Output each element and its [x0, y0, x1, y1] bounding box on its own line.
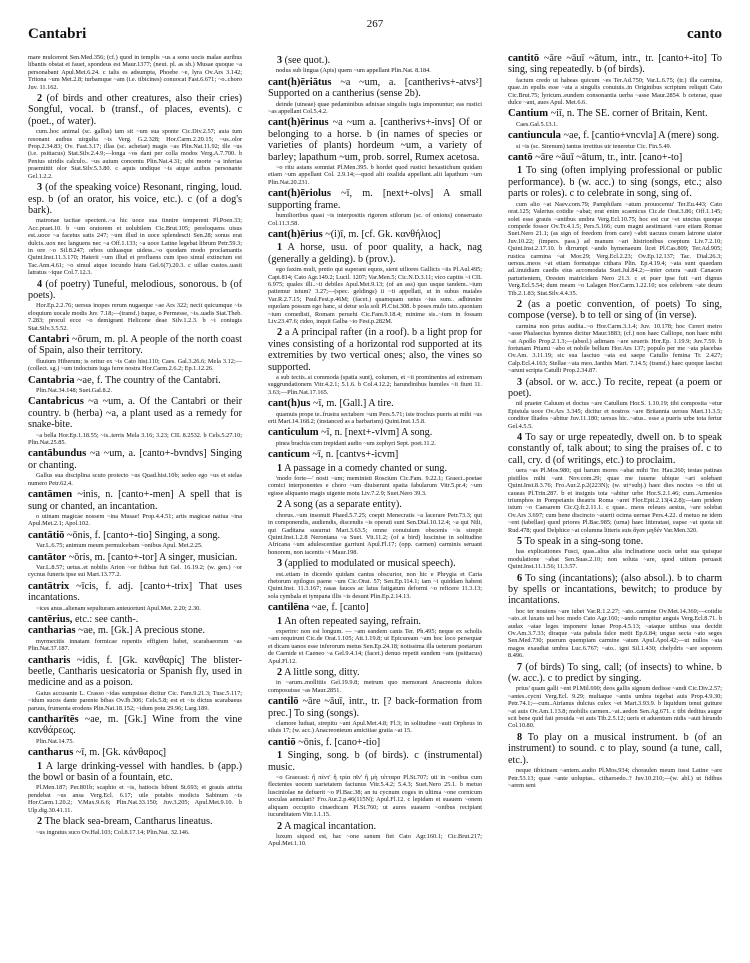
citation-block: mare mulcerent Sen.Med.356; (cf.) quod in templis ~us a sono uocis malae auribus libantis obstat et fauet, spondeus est Maur.1377; (neut. pl. as sb.) Musae quoque ~a personabant Apul.Met.6.24. c talis es adsumpta, Phoebe ~e, lyra Ov.Ars 3.142; Tritona ~um Met.2.8; turbamque ~am (i.e. tibicines) conuocat Fast.6.671; ~o..choro Juv. 11.162. — [28, 54, 242, 91]
definition-text: ~ōris, m. [canto+-tor] A singer, musician. — [66, 551, 238, 563]
definition-text: ~ōnis, f. [canto+-tio] Singing, a song. — [64, 529, 221, 541]
definition-text: ~ae, m. [Gk.] Wine from the vine κανθάρεως. — [28, 714, 242, 737]
definition-text: ~ae, f. The country of the Cantabri. — [74, 374, 221, 386]
citation-block: nil praeter Caluum et doctus ~are Catullum Hor.S. 1.10.19; tibi composita ~etur Epistula uoce Ov.Ars 3.345; dicitur et nostros ~are Britannia uersus Mart.11.3.5; conditor Iliados ~abitur Juv.11.180; uersus hic..~atus.. esse a pueris urbe tota fertur Gel.4.5.5. — [508, 400, 722, 430]
citation-block: Plin.Nat.14.75. — [36, 737, 75, 745]
citation-block: Plin.Nat.34.148; Suet.Gal.8.2. — [36, 387, 112, 395]
dictionary-entry — [28, 655, 242, 689]
dictionary-entry — [28, 448, 242, 471]
citation-block: ~o Graecast: ἢ πέντ' ἢ τρία πῖν' ἢ μὴ τέτταρα Pl.St.707; uti in ~onibus cum flectentes uocem uarietatem faciunus Vitr.5.4.2; 5.4.3; Suet.Nero 25.1. b metuo lusciniolae ne defuerit ~o Pl.Bac.38; an tu cycnum coges in ultima ~one cornicum uoculas aemulari? Fro.Aur.2.p.46(115N); Apul.Fl.12. c lepidam et suauem ~onem aliquam occupito cinaedicam Pl.St.760; ut aures suauem ~onibus recipiant iucunditatem Vitr.1.1.15. — [268, 774, 482, 819]
headword: Cantabria — [28, 374, 75, 386]
sense-definition: 1 Singing, song. b (of birds). c (instrumental) music. — [268, 750, 482, 773]
sense-definition: 2 A song (as a separate entity). — [277, 499, 402, 511]
sense-number: 2 — [277, 820, 283, 832]
column-middle — [268, 53, 482, 958]
sense-definition: 2 (of birds and other creatures, also their cries) Songful, vocal. b (transf., of places, events). c (poet., of water). — [28, 93, 242, 127]
headword: cantharias — [28, 625, 76, 637]
sense-number: 2 — [517, 298, 523, 310]
dictionary-entry — [268, 449, 482, 460]
columns — [28, 53, 722, 958]
citation-block: Hor.Ep.2.2.76; uersus inopes rerum nugaeque ~ae Ars 322; necit quicumque ~is eloquium uocale modis Juv. 7.18;—(transf.) tuque, o Permesse, ~is..uadis Stat.Theb. 7.283; procul ecce ~o demigrant Helicone deae Silv.1.2.3. b ~i coniugis Stat.Silv.3.5.52. — [28, 302, 242, 332]
definition-text: ~āre ~āuī ~ātum, tr., intr. [cano+-to] — [532, 152, 683, 164]
citation-block: ego faxim muli, pretio qui superant equos, sient uiliores Gallicis ~iis Pl.Aul.495; Capt.814; Cato Agr.149.2; Lucil. 1207; Var.Men.5; Cic.N.D.3.11; vico capitis ~i CIL 6.975; quales illi..~ii debiles Apul.Met.9.13; (of an ass) quo usque tandem..~ium patiemur istum? 3.27;—(spec. geldings) ii ~ii appellati, ut in subus maiales Var.R.2.7.15; Paul.Fest.p.46M; (facet.) quamquam uetus ~ius sum.. adhinnire equolam possum ego hanc, si detur sola soli Pl.Cist.308. b poses mulo isto..quoniam ~ium comedisti, Romam peruehi Cic.Fam.9.18.4; minime sis..~ium in fossam Liv.23.47.6; rideo, inquit Galba ~io Fest.p.282M. — [268, 266, 482, 325]
dictionary-entry — [28, 714, 242, 737]
citation-block: uera ~as Pl.Mos.980; qui harum mores ~abat mihi Ter. Hau.260; testas patinas pistillos mihi ~ant Nov.com.29; quae me iuuene ubique ~ari solebant Quint.Inst.8.3.76; Fro.Aur.2.p.2(223N); (w. ut+subj.) haec dies noctes ~o tibi ut caueas Pl.Trin.287. b et insignis tota ~abitur urbe Hor.S.2.1.46; cum..Armenios triumphos in Pompeianis theatris Roma ~aret Flor.Epit.2.13(4.2.8);—iam pridem istum ~o Caesarem Cic.Q.fr.2.11.1. c quae.. meos releues aestus, ~are solebat Ov.Ars 3.697; cum bene discincto ~auerit ocima uernae Pers.4.22. d metuo ne idem ~ent (tabellae) quod priores Pl.Bac.985; (urna) haec litteratast, eapse ~at quoia sit Rud.478; quod Delphice ~at columna litteris suis ἄγαν μηδέν Var.Men.320. — [508, 467, 722, 534]
sense-definition: 2 (as a poetic convention, of poets) To sing, compose (verse). b to tell or sing of (in verse). — [508, 298, 722, 322]
headword: cantērius, — [28, 613, 73, 625]
definition-text: ~ī, m. [Gk. κάνθαρος] — [73, 747, 167, 759]
sense-definition: 3 (of the speaking voice) Resonant, ringing, loud. esp. b (of an orator, his voice, etc.). c (of a dog's bark). — [28, 182, 242, 216]
sense-number: 2 — [277, 499, 283, 511]
sense-number: 2 — [37, 93, 43, 105]
dictionary-entry — [268, 427, 482, 438]
citation-block: experire: non est longum. — ~am eandem canis Ter. Ph.495; neque ex scholis ~am requirunt Cic.de Orat.1.105; Att.1.19.8; ut Epicuream ~am hoc loco persequar et dicam uanos esse inferorum metus Sen.Ep.24.18; notissima illa ueterum poetarum de Caenide et Caeneo ~a Gel.9.4.14; (facet.) denuo repetit eandem ~am (psittacus) Apul.Fl.12. — [268, 627, 482, 665]
dictionary-entry — [508, 152, 722, 163]
sense-definition: 6 To sing (incantations); (also absol.). b to charm by spells or incantations, bewitch; to produce by incantations. — [508, 572, 722, 607]
citation-block: clamore luduat, strepitu ~ant Apul.Met.4.8; Fl.3; in solitudine ~auit Orpheus in siluis 17; (w. acc.) Anacreonteum amicitiae gratia ~at 15. — [268, 720, 482, 735]
citation-block: Gaius accusante L. Crasso ~idas sumpsisse dicitur Cic. Fam.9.21.3; Tusc.5.117; ~idum sucos dante parente bibas Ov.Ib.306; Cels.5.8; est et ~is dictus scarabaeus paruus, frumenta erodens Plin.Nat.18.152; ~idum potu 29.96; Larg.189. — [28, 689, 242, 712]
dictionary-entry — [28, 581, 242, 604]
citation-block: pinea brachia cum trepidant audio ~um zephyri Sept. poet.11.2. — [276, 439, 436, 447]
headword: canticum — [268, 449, 310, 461]
citation-block: quamuis prope te..frustra sectabere ~um Pers.5.71; iste trochus pueris at mihi ~us erit Mart.14.168.2; (instanced as a barbarism) Quint.Inst.1.5.8. — [268, 410, 482, 426]
definition-text: ~ae, f. [cantio+vncvla] A (mere) song. — [560, 130, 720, 142]
headword: cantiō — [268, 736, 296, 748]
headword: cantātiō — [28, 529, 65, 541]
sense-number: 1 — [277, 462, 283, 474]
citation-block: prius' quam galli ~ent Pl.Mil.690; deos gallis signum dedisse ~andi Cic.Div.2.57; ~antes..cycni Verg.Ecl. 9.29; multaque ~antis umbra tegebat auis Prop.4.9.30; Petr.74.1;—cum..Atrianus dulcius culex ~et Mart.3.93.9. b liquidum tenui gutture ~at auis Ov.Am.1.13.8; mobilis carmen..~at..aedon Sen.Ag.671. c tibi deditus augur scit bene quid fati prouida ~et auis Tib.2.5.12; ueris et aduentum nidis ~auit hirundo Col.10.80. — [508, 685, 722, 730]
dictionary-entry — [28, 614, 242, 625]
citation-block: matronae tacitae spectent..~a hic uoce sua tinnire temperent Pl.Poen.33; Acc.praet.10. b ~um oratorem et uolubilem Cic.Brut.105; perelоquens uisus est..uoce ~a facetus satis 247; ~um illud in uoce splendescit Sen.28; sonus erat dulcis..uox nec languens nec ~a Off.1.133; ~a uoce Latine legebat librum Petr.59.3; in ore ~o Sil.8.247; orbos uiduasque uidess..~o quodam modo proclamantis Quint.Inst.11.3.170; Haterii ~um illud et profluens cum ipso simul extinctum est Tac.Ann.4.61; ~o simul atque iocundo hiatu Gel.6(7).20.3. c uillae custos..uasti latratus ~ique Col.7.12.3. — [28, 217, 242, 277]
headword: cant(h)ēriātus — [268, 76, 332, 88]
definition-text: ~(i)ī, m. [cf. Gk. κανθήλιος] — [322, 228, 441, 240]
definition-text: ~āre ~āuī ~ātum, intr., tr. [canto+-ito] To sing, sing repeatedly. b (of birds). — [508, 53, 722, 76]
definition-text: ~ae, m. [Gk.] A precious stone. — [75, 625, 206, 637]
citation-block: hoc ter nouiens ~are iubet Var.R.1.2.27; ~ato..carmine Ov.Met.14.369;—cotidie ~ato..et luxato uel hoc modo Cato Agr.160; ~ando rumpitur anguis Verg.Ecl.8.71. b audax ~atae leges imponere lunae Prop.4.5.13; ~ataque uitibus uua decidit Ov.Am.3.7.33; diraque ~ata pabula falce metit Ep.6.84; ungue secta ~ato seges Sen.Med.730; puerum quempiam carmine ~atum Apul.Apol.42;—ut nullos ~ata magos exaudiat umbra Luc.6.767; ~ato.. igni Sil.1.430; chelydris ~are soporem 8.496. — [508, 607, 722, 660]
dictionary-entry — [268, 398, 482, 409]
citation-block: fluuium Hiberum; is oritur ex ~is Cato hist.110; Caes. Gal.3.26.6; Mela 3.12;—(collect. sg.) ~um indoctum iuga ferre nostra Hor.Carm.2.6.2; Ep.1.12.26. — [28, 357, 242, 373]
definition-text: etc.: see canth-. — [72, 613, 139, 625]
dictionary-entry — [268, 696, 482, 719]
dictionary-entry — [28, 530, 242, 541]
sense-number: 2 — [277, 667, 283, 678]
column-right — [508, 53, 722, 958]
dictionary-entry — [28, 625, 242, 636]
citation-block: humilioribus quasi ~is interpositis rigorem stilorum (sc. of onions) conseruato Col.11.3.58. — [268, 212, 482, 227]
dictionary-entry — [28, 375, 242, 386]
definition-text: ~a ~um, a. [canto+-bvndvs] Singing or chanting. — [28, 448, 242, 471]
dictionary-entry — [268, 117, 482, 163]
headword: Cantabri — [28, 334, 70, 345]
dictionary-entry — [268, 229, 482, 240]
dictionary-entry — [28, 552, 242, 563]
definition-text: ~ī, n. [next+-vlvm] A song. — [318, 427, 433, 439]
citation-block: cum..hoc animal (sc. gallus) tam sit ~um sua sponte Cic.Div.2.57; auia tum resonant auibus uirgulta ~is Verg. G.2.328; Hor.Carm.2.20.15; ~us..olor Prop.2.34.83; Ov. Fast.3.17; illas (sc. achetae) magis ~as Plin.Nat.11.92; ille ~us (i.e. psittacus) Stat.Silv.2.4.9;—longa ~os dant per colla modos Verg.A.7.700. b Penius uiridis calculo.. ~us auium concentu Plin.Nat.4.31; sibi morte ~a inferias praemittit olor Stat.Silv.5.3.80. c aquis undique ~is atque auibus personante Gel.1.2.2. — [28, 128, 242, 180]
citation-block: Var.L.6.75; animum meum permulcebam ~onibus Apul. Met.2.25. — [36, 542, 203, 550]
sense-number: 4 — [37, 278, 43, 290]
citation-block: chorus..~um insonuit Phaed.5.7.25; coepit Menecratis ~a lacerare Petr.73.3; qui in componendis, audiendis, discendis ~is operati sunt Sen.Dial.10.12.4; ~a qui Nili, qui Gaditana susurrat Mart.3.63.5; omne conuiuium obscenis ~is strepit Quint.Inst.1.2.8 Neroniana ~a Suet. Vit.11.2; (of a bird) luscinise in solitudine Africana ~um adulescentiae garriunt Apul.Fl.17; (opp. carmen) carminis seruant honorem, non iacentis ~i Maur.198. — [268, 511, 482, 556]
dictionary-entry — [268, 77, 482, 100]
citation-block: a sub tectis..si commoda (spatia sunt), columen, et ~ii prominentes ad extremam suggrundationem Vitr.4.2.1; 5.1.6. b Col.4.12.2; harundinibus humiles ~ii fiunt 11. 3.63;—Plin.Nat.17.165. — [268, 374, 482, 396]
citation-block: 'modo forte—' nosti ~um; meministi Roscium Cic.Fam. 9.22.1; Graeci..poetae comici interponentes e choro ~um diuiserunt spatia fabularum Vitr.5.pr.4; ~um egisse aliquanto magis uigente motu Liv.7.2.9; Suet.Nero 39.3. — [268, 475, 482, 497]
dictionary-entry — [268, 188, 482, 211]
sense-definition: 2 The black sea-bream, Cantharus lineatus. — [37, 816, 213, 828]
citation-block: deinde (uineae) quae pedaminibus adnixae singulis iugis imponuntur; eas rustici ~as appellant Col.5.4.2. — [268, 100, 482, 116]
definition-text: ~āre ~āuī, intr., tr. [? back-formation from prec.] To sing (songs). — [268, 696, 482, 719]
sense-definition: 1 To sing (often implying professional or public performance). b (w. acc.) to sing (songs, etc.; also parts or roles). c to celebrate in song, sing of. — [508, 165, 722, 200]
headword: cantātor — [28, 551, 67, 563]
dictionary-entry — [28, 489, 242, 512]
left-guide-word: Cantabri — [28, 26, 87, 42]
definition-text: ~a ~um, a. Of the Cantabri or their country. b (herba) ~a, a plant used as a remedy for snake-bite. — [28, 396, 242, 431]
definition-text: ~ī, m. [next+-olvs] A small supporting frame. — [268, 188, 482, 211]
citation-block: Pl.Men.187; Per.801b; scaphio et ~is, batiocis bibunt St.693; et grauis attrita pendebat ~us ansa Verg.Ecl. 6.17; uile potabis modicis Sabinum ~is Hor.Carm.1.20.2; V.Max.9.6.6; Plin.Nat.33.150; Juv.3.205; Apul.Met.9.10. b Ulp.dig.30.41.11. — [28, 784, 242, 814]
sense-definition: 1 A large drinking-vessel with handles. b (app.) the bowl or basin of a fountain, etc. — [28, 760, 242, 784]
citation-block: Var.L.8.57; uetus..et nobilis Arion ~or fidibus fuit Gel. 16.19.2; (w. gen.) ~or cycnus funeris ipse sui Mart.13.77.2. — [28, 563, 242, 579]
headword: cantharus — [28, 747, 74, 759]
sense-number: 1 — [37, 760, 43, 772]
citation-block: neque tibicinam ~antem..audio Pl.Mos.934; choraulen meum iussi Latine ~are Petr.53.13; quae ~ante uoluptas.. citharoedo..? Juv.10.210;—(w. abl.) ut fidibus ~arem seni — [508, 767, 722, 789]
dictionary-entry — [28, 334, 242, 357]
sense-number: 3 — [517, 376, 523, 388]
headword: cantātrix — [28, 580, 70, 592]
sense-number: 1 — [277, 750, 283, 762]
definition-text: ~ī, n. [cantvs+-icvm] — [309, 449, 399, 461]
headword: cantiuncula — [508, 130, 561, 142]
sense-number: 1 — [277, 615, 283, 627]
sense-number: 3 — [277, 55, 283, 66]
sense-number: 6 — [517, 572, 523, 584]
page-number: 267 — [366, 18, 384, 30]
citation-block: Gallus sua disciplina scuto proiecto ~us Quad.hist.10b; sedeo ego ~us et stelas numero Petr.62.4. — [28, 472, 242, 487]
sense-number: 5 — [517, 535, 523, 547]
sense-definition: 5 To speak in a sing-song tone. — [517, 535, 644, 547]
sense-definition: 2 a A principal rafter (in a roof). b a light prop for vines consisting of a horizontal rod supported at its extremities by two vertical ones; also, the vines so supported. — [268, 327, 482, 373]
sense-number: 2 — [277, 327, 283, 339]
sense-number: 8 — [517, 731, 523, 743]
definition-text: ~idis, f. [Gk. κανθαρίς] The blister-beetle, Cantharis uesicatoria or Spanish fly, used in medicine and as a poison. — [28, 654, 242, 689]
headword: canticulum — [268, 427, 319, 439]
sense-definition: 2 A little song, ditty. — [277, 667, 360, 678]
sense-definition: 3 (see quot.). — [277, 55, 331, 66]
headword: cantharis — [28, 654, 71, 666]
sense-number: 7 — [517, 661, 523, 673]
sense-definition: 3 (absol. or w. acc.) To recite, repeat (a poem or poet). — [508, 376, 722, 400]
sense-definition: 4 To say or urge repeatedly, dwell on. b to speak constantly of, talk about; to sing the praises of. c to call, cry. d (of writings, etc.) to proclaim. — [508, 432, 722, 466]
citation-block: nodus sub lingua (Apis) quem ~um appellant Plin.Nat. 8.184. — [276, 67, 431, 75]
headword: cantharītēs — [28, 714, 79, 726]
dictionary-entry — [508, 53, 722, 76]
definition-text: ~a ~um a. [cantherivs+-invs] Of or belonging to a horse. b (in names of species or varieties of plants) hordeum ~um, a variety of barley; lapathum ~um, prob. sorrel, Rumex acetosa. — [268, 117, 482, 163]
headword: cantāmen — [28, 489, 73, 501]
sense-definition: 8 To play on a musical instrument. b (of an instrument) to sound. c to play, sound (a tune, call, etc.). — [508, 731, 722, 766]
definition-text: ~inis, n. [canto+-men] A spell that is sung or chanted, an incantation. — [28, 489, 242, 512]
citation-block: ~a bella Hor.Ep.1.18.55; ~is..terris Mela 3.16; 3.23; CIL 8.2532. b Cels.5.27.10; Plin.Nat.25.85. — [28, 431, 242, 447]
headword: cantābundus — [28, 448, 87, 460]
sense-definition: 1 An often repeated saying, refrain. — [277, 615, 421, 627]
right-guide-word: canto — [687, 26, 722, 42]
definition-text: ~iī, n. The SE. corner of Britain, Kent. — [548, 108, 708, 120]
headword: cant(h)us — [268, 398, 311, 410]
citation-block: o utinam magicae nossem ~ina Musae! Prop.4.4.51; artis magicae natiua ~ina Apul.Met.2.1; Apol.102. — [28, 512, 242, 528]
page-header — [28, 18, 722, 48]
sense-number: 1 — [517, 165, 523, 177]
dictionary-entry — [28, 747, 242, 758]
citation-block: Caes.Gal.5.13.1. — [516, 120, 558, 128]
citation-block: factum credo ut habeas quicum ~es Ter.Ad.750; Var.L.6.75; (tr.) illa carmina, quae..in epulis esse ~ata a singulis conuiuis..in Originibus scriptum reliquit Cato Cic.Brut.75; lyricum..eundem consonantia uerba ~asse Maur.2854. b ceterae, quae dulce ~ant, aues Apul. Met.6.6. — [508, 76, 722, 107]
definition-text: ~īcis, f. adj. [canto+-trix] That uses incantations. — [28, 580, 242, 604]
headword: Cantabricus — [28, 396, 84, 408]
headword: Cantium — [508, 108, 549, 120]
definition-text: ~ōnis, f. [cano+-tio] — [295, 736, 381, 748]
citation-block: myrmecitis innatam formicae repentis effigiem habet, scarabaeorum ~as Plin.Nat.37.187. — [28, 637, 242, 653]
citation-block: ~ices anus..alienam sepulturam anteuortunt Apul.Met. 2.20; 2.30. — [36, 604, 201, 612]
sense-number: 1 — [277, 242, 283, 254]
citation-block: ~us ingratus suco Ov.Hal.103; Col.8.17.14; Plin.Nat. 32.146. — [36, 828, 190, 836]
headword: cantitō — [508, 53, 540, 64]
dictionary-entry — [28, 396, 242, 430]
headword: cantō — [508, 152, 533, 164]
sense-number: 4 — [517, 432, 523, 444]
headword: cant(h)ērinus — [268, 117, 329, 129]
column-left — [28, 53, 242, 958]
sense-definition: 3 (applied to modulated or musical speech). — [277, 558, 456, 570]
sense-definition: 4 (of poetry) Tuneful, melodious, sonorous. b (of poets). — [28, 278, 242, 301]
citation-block: has explicationes Fusci, quas..alius alia inclinatione uocis uelut sua quisque modulatione ~abat Sen.Suas.2.10; non soluta ~are, quod uitium peruasit Quint.Inst.11.1.56; 11.3.57. — [508, 548, 722, 571]
citation-block: carmina non prius audita..~o Hor.Carm.3.1.4; Juv. 10.178; hoc Cereri metro ~asse Phalaecius hymnos dicitur Maur.1883; (cf.) non haec Calliope, non haec mihi ~at Apollo Prop.2.1.3;—(absol.) adimam ~are seueris Hor.Ep. 1.19.9; Juv.7.59. b fortunam Priami ~abo et nobile bellum Hor.Ars 137; populo per me ~ata placebas Ov.Am. 3.11.19; sic sua lasciuo ~ata est saepe Catullo femina Tr. 2.427; Calp.Ecl.4.163; Stellae ~ata meo..Ianthis Mart. 7.14.5; (transf.) haec quoque lasciui ~arunt scripta Catulli Prop.2.34.87. — [508, 322, 722, 375]
sense-number: 3 — [277, 558, 283, 570]
sense-definition: 1 A passage in a comedy chanted or sung. — [277, 462, 448, 474]
headword: cant(h)ērius — [268, 228, 323, 240]
headword: cantilō — [268, 696, 299, 708]
sense-number: 2 — [37, 816, 43, 828]
citation-block: cum alio ~at Naev.com.79; Pamphilam ~atum prouocemu' Ter.Eu.443; Cato orat.125; Valerius cotidie ~abat; erat enim scaenicus Cic.de Orat.3.86; Off.1.145; solet esse grauis ~antibus umbra Verg.Ecl.10.75; hoc est cur ~et uinctus quoque compede fossor Ov.Tr.4.1.5; Pers.5.166; cum magni aestimaret ~are etiam Romae Suet.Nero 21.1; (as sign of freedom from care) ~abit uacuus coram latrone uiator Juv.10.22; (impers. pass.) ad manum ~ari histrionibus coeptum Liv.7.2.10; Quint.Inst.2.17.10. b dirrumpi ~ando hymenaeum licet Pl.Cas.809; Ter.Ad.905; rustica carmina ~at Mor.29; Verg.Ecl.2.23; Ov.Ep.12.137; Tac. Dial.26.3; uersus..meos ~at etiam formatque cithara Plin. Ep.4.19.4; ~ata sunt quaedam ad..inuidiam caedis eius accomodata Suet.Jul.84.2;—inter cetera ~auit Canacen parturientem, Oresten matricidam Nero 21.3. c et puer ipse fuit ~ari dignus Verg.Ecl.5.54; dum meam ~o Lalagen Hor.Carm.1.22.10; uos celebrem ~ate deum Tib.2.1.83; Stat.Silv.4.4.35. — [508, 200, 722, 297]
sense-definition: 1 A horse, usu. of poor quality, a hack, nag (generally a gelding). b (prov.). — [268, 242, 482, 265]
sense-definition: 2 A magical incantation. — [277, 820, 377, 832]
citation-block: si ~is (sc. Sirenum) tantus irretitus uir teneretur Cic. Fin.5.49. — [516, 142, 672, 150]
definition-text: ~ōrum, m. pl. A people of the north coast of Spain, also their territory. — [28, 334, 242, 357]
dictionary-entry — [508, 130, 722, 141]
citation-block: in ~arum..mollitiis Gel.19.9.8; metrum quo memorant Anacreonta dulces composuisse ~as Maur.2851. — [268, 679, 482, 694]
definition-text: ~ae, f. [canto] — [309, 602, 369, 614]
definition-text: ~a ~um, a. [cantherivs+-atvs²] Supported on a cantherius (sense 2b). — [268, 76, 482, 100]
definition-text: ~ī, m. [Gall.] A tire. — [310, 398, 394, 410]
sense-number: 3 — [37, 182, 43, 194]
sense-definition: 7 (of birds) To sing, call; (of insects) to whine. b (w. acc.). c to predict by singing. — [508, 661, 722, 685]
citation-block: luxum siquod est, hac ~one sanum fiet Cato Agr.160.1; Cic.Brut.217; Apul.Met.1.10. — [268, 832, 482, 848]
headword: cant(h)ēriolus — [268, 188, 331, 200]
dictionary-entry — [268, 602, 482, 613]
dictionary-entry — [268, 737, 482, 748]
citation-block: ~o ritu astans somniat Pl.Men.395. b hordei quod rustici hexastichum quidam etiam ~um appellant Col. 2.9.14;—quod alii oxalida appellant..alii lapathum ~um Plin.Nat.20.231. — [268, 164, 482, 186]
citation-block: est..etiam in dicendo quidam cantus obscurior, non hic e Phrygia et Caria rhetorum epilogus paene ~um Cic.Orat. 57; Sen.Ep.114.1; iam ~i quiddam habent Quint.Inst. 11.3.167; rasas fauces ac latus fatigatum deformi ~o reficere 11.3.13; sola cymbala et tympana illis ~is desunt Plin.Ep.2.14.13. — [268, 570, 482, 600]
dictionary-entry — [508, 108, 722, 119]
headword: cantilēna — [268, 602, 310, 614]
